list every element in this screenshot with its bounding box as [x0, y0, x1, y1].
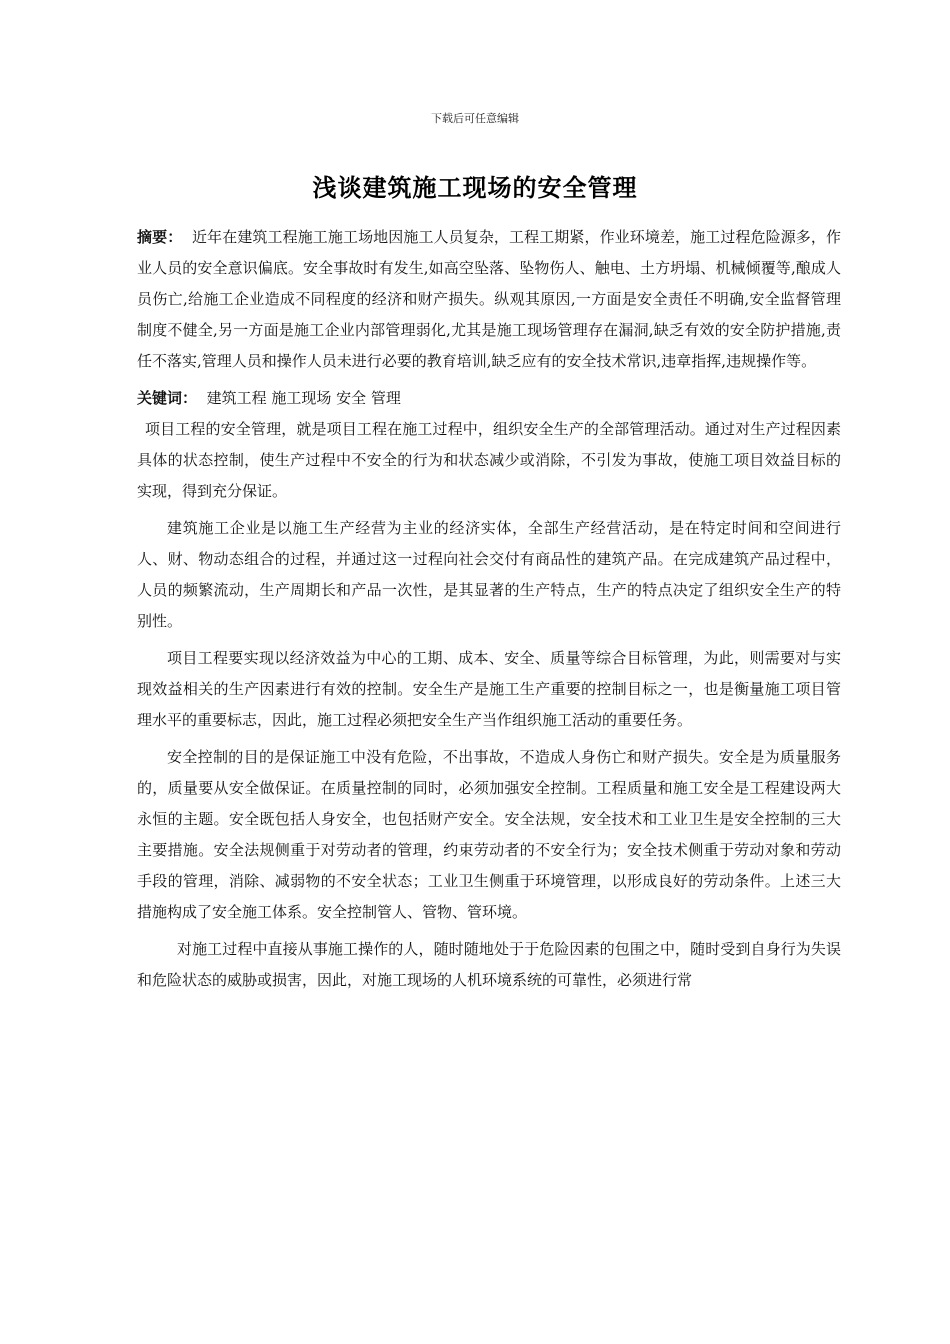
abstract-label: 摘要： — [137, 228, 183, 246]
body-paragraph-1: 项目工程的安全管理，就是项目工程在施工过程中，组织安全生产的全部管理活动。通过对生产过程因素具体的状态控制，使生产过程中不安全的行为和状态减少或消除，不引发为事故，使施工项目效益目标的实现，得到充分保证。 — [137, 420, 841, 500]
header-note: 下载后可任意编辑 — [431, 112, 519, 125]
body-paragraph-4: 安全控制的目的是保证施工中没有危险，不出事故，不造成人身伤亡和财产损失。安全是为质量服务的，质量要从安全做保证。在质量控制的同时，必须加强安全控制。工程质量和施工安全是工程建设两大永恒的主题。安全既包括人身安全，也包括财产安全。安全法规，安全技术和工业卫生是安全控制的三大主要措施。安全法规侧重于对劳动者的管理，约束劳动者的不安全行为；安全技术侧重于劳动对象和劳动手段的管理，消除、减弱物的不安全状态；工业卫生侧重于环境管理，以形成良好的劳动条件。上述三大措施构成了安全施工体系。安全控制管人、管物、管环境。 — [137, 748, 841, 921]
keywords-paragraph — [137, 383, 841, 414]
body-paragraph-3: 项目工程要实现以经济效益为中心的工期、成本、安全、质量等综合目标管理，为此，则需要对与实现效益相关的生产因素进行有效的控制。安全生产是施工生产重要的控制目标之一，也是衡量施工项目管理水平的重要标志，因此，施工过程必须把安全生产当作组织施工活动的重要任务。 — [137, 649, 841, 729]
page-title: 浅谈建筑施工现场的安全管理 — [312, 174, 638, 202]
abstract-paragraph — [137, 222, 841, 377]
abstract-text: 近年在建筑工程施工施工场地因施工人员复杂，工程工期紧，作业环境差，施工过程危险源多，作业人员的安全意识偏底。安全事故时有发生,如高空坠落、坠物伤人、触电、土方坍塌、机械倾覆等,酿成人员伤亡,给施工企业造成不同程度的经济和财产损失。纵观其原因,一方面是安全责任不明确,安全监督管理制度不健全,另一方面是施工企业内部管理弱化,尤其是施工现场管理存在漏洞,缺乏有效的安全防护措施,责任不落实,管理人员和操作人员未进行必要的教育培训,缺乏应有的安全技术常识,违章指挥,违规操作等。 — [137, 228, 841, 370]
keywords-label: 关键词： — [137, 389, 198, 407]
body-paragraph-5: 对施工过程中直接从事施工操作的人，随时随地处于于危险因素的包围之中，随时受到自身行为失误和危险状态的威胁或损害，因此，对施工现场的人机环境系统的可靠性，必须进行常 — [137, 940, 841, 989]
keywords-text: 建筑工程 施工现场 安全 管理 — [206, 389, 401, 407]
body-paragraph-2: 建筑施工企业是以施工生产经营为主业的经济实体，全部生产经营活动，是在特定时间和空间进行人、财、物动态组合的过程，并通过这一过程向社会交付有商品性的建筑产品。在完成建筑产品过程中，人员的频繁流动，生产周期长和产品一次性，是其显著的生产特点，生产的特点决定了组织安全生产的特别性。 — [137, 519, 841, 630]
document-body — [137, 222, 841, 996]
